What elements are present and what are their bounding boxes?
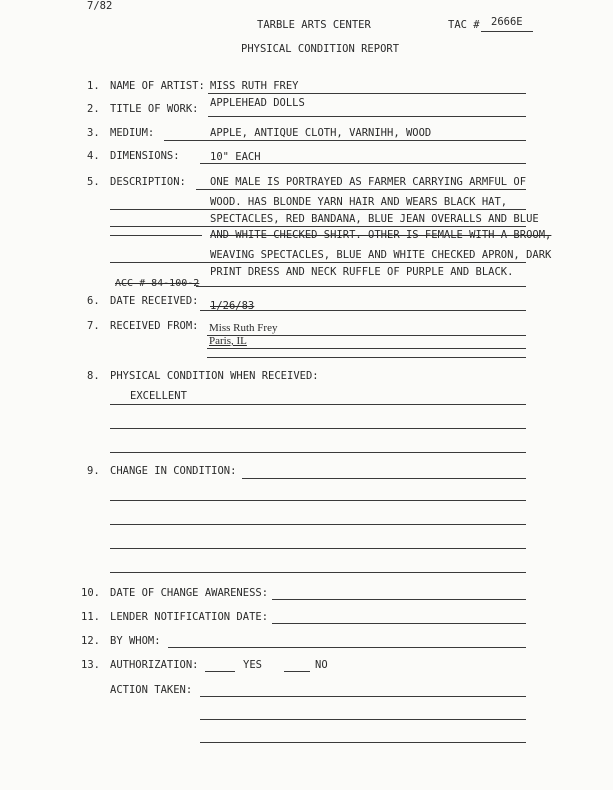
change-in-condition-label: CHANGE IN CONDITION: xyxy=(110,465,237,477)
medium-line xyxy=(164,140,526,141)
authorization-yes: YES xyxy=(243,659,262,671)
corner-note: 7/82 xyxy=(87,0,113,12)
change-line-2 xyxy=(110,500,526,501)
item-number-8: 8. xyxy=(87,370,100,382)
artist-line xyxy=(208,93,526,94)
description-line-6: PRINT DRESS AND NECK RUFFLE OF PURPLE AND BLACK. xyxy=(210,266,514,278)
medium-label: MEDIUM: xyxy=(110,127,155,139)
lender-notification-line xyxy=(272,623,526,624)
action-line-1 xyxy=(200,696,526,697)
action-line-3 xyxy=(200,742,526,743)
description-rule-1 xyxy=(196,189,526,190)
item-number-1: 1. xyxy=(87,80,100,92)
received-from-label: RECEIVED FROM: xyxy=(110,320,199,332)
date-received-value: 1/26/83 xyxy=(210,300,255,312)
received-from-line-1 xyxy=(207,335,526,336)
change-line-5 xyxy=(110,572,526,573)
item-number-10: 10. xyxy=(81,587,100,599)
physical-condition-value: EXCELLENT xyxy=(130,390,187,402)
item-number-4: 4. xyxy=(87,150,100,162)
item-number-12: 12. xyxy=(81,635,100,647)
description-line-1: ONE MALE IS PORTRAYED AS FARMER CARRYING ARMFUL OF xyxy=(210,176,527,188)
description-rule-3 xyxy=(110,226,526,227)
by-whom-label: BY WHOM: xyxy=(110,635,161,647)
description-line-5: WEAVING SPECTACLES, BLUE AND WHITE CHECKED APRON, DARK xyxy=(210,249,552,261)
description-line-3: SPECTACLES, RED BANDANA, BLUE JEAN OVERALLS AND BLUE xyxy=(210,213,539,225)
action-taken-label: ACTION TAKEN: xyxy=(110,684,193,696)
acc-number-note: ACC # 84-100-2 xyxy=(115,278,200,289)
description-rule-5 xyxy=(110,262,526,263)
artist-label: NAME OF ARTIST: xyxy=(110,80,205,92)
report-title: PHYSICAL CONDITION REPORT xyxy=(241,43,400,55)
institution-name: TARBLE ARTS CENTER xyxy=(257,19,371,31)
description-rule-6 xyxy=(196,286,526,287)
physical-condition-line-1 xyxy=(110,404,526,405)
received-from-line-2 xyxy=(207,348,526,349)
date-change-line xyxy=(272,599,526,600)
tac-label: TAC # xyxy=(448,19,480,31)
action-line-2 xyxy=(200,719,526,720)
item-number-2: 2. xyxy=(87,103,100,115)
title-value: APPLEHEAD DOLLS xyxy=(210,97,305,109)
change-line-4 xyxy=(110,548,526,549)
description-label: DESCRIPTION: xyxy=(110,176,186,188)
item-number-5: 5. xyxy=(87,176,100,188)
authorization-no-blank xyxy=(284,671,310,672)
dimensions-value: 10" EACH xyxy=(210,151,261,163)
authorization-no: NO xyxy=(315,659,328,671)
by-whom-line xyxy=(168,647,526,648)
date-received-label: DATE RECEIVED: xyxy=(110,295,199,307)
lender-notification-label: LENDER NOTIFICATION DATE: xyxy=(110,611,269,623)
title-label: TITLE OF WORK: xyxy=(110,103,199,115)
artist-value: MISS RUTH FREY xyxy=(210,80,299,92)
physical-condition-label: PHYSICAL CONDITION WHEN RECEIVED: xyxy=(110,370,319,382)
item-number-9: 9. xyxy=(87,465,100,477)
change-line-3 xyxy=(110,524,526,525)
title-line xyxy=(208,116,526,117)
medium-value: APPLE, ANTIQUE CLOTH, VARNIHH, WOOD xyxy=(210,127,432,139)
date-received-line xyxy=(200,310,526,311)
authorization-label: AUTHORIZATION: xyxy=(110,659,199,671)
physical-condition-line-3 xyxy=(110,452,526,453)
item-number-11: 11. xyxy=(81,611,100,623)
item-number-13: 13. xyxy=(81,659,100,671)
date-change-label: DATE OF CHANGE AWARENESS: xyxy=(110,587,269,599)
received-from-line-3 xyxy=(207,357,526,358)
description-rule-4 xyxy=(110,235,202,236)
dimensions-label: DIMENSIONS: xyxy=(110,150,180,162)
tac-number: 2666E xyxy=(491,16,523,28)
received-from-name: Miss Ruth Frey xyxy=(209,322,278,334)
item-number-6: 6. xyxy=(87,295,100,307)
dimensions-line xyxy=(200,163,526,164)
item-number-3: 3. xyxy=(87,127,100,139)
description-rule-2 xyxy=(110,209,526,210)
received-from-city: Paris, IL xyxy=(209,335,247,347)
authorization-yes-blank xyxy=(205,671,235,672)
description-line-2: WOOD. HAS BLONDE YARN HAIR AND WEARS BLACK HAT, xyxy=(210,196,508,208)
description-line-4: AND WHITE CHECKED SHIRT. OTHER IS FEMALE WITH A BROOM, xyxy=(210,229,552,241)
tac-underline xyxy=(481,31,533,32)
change-line-1 xyxy=(242,478,526,479)
physical-condition-line-2 xyxy=(110,428,526,429)
item-number-7: 7. xyxy=(87,320,100,332)
